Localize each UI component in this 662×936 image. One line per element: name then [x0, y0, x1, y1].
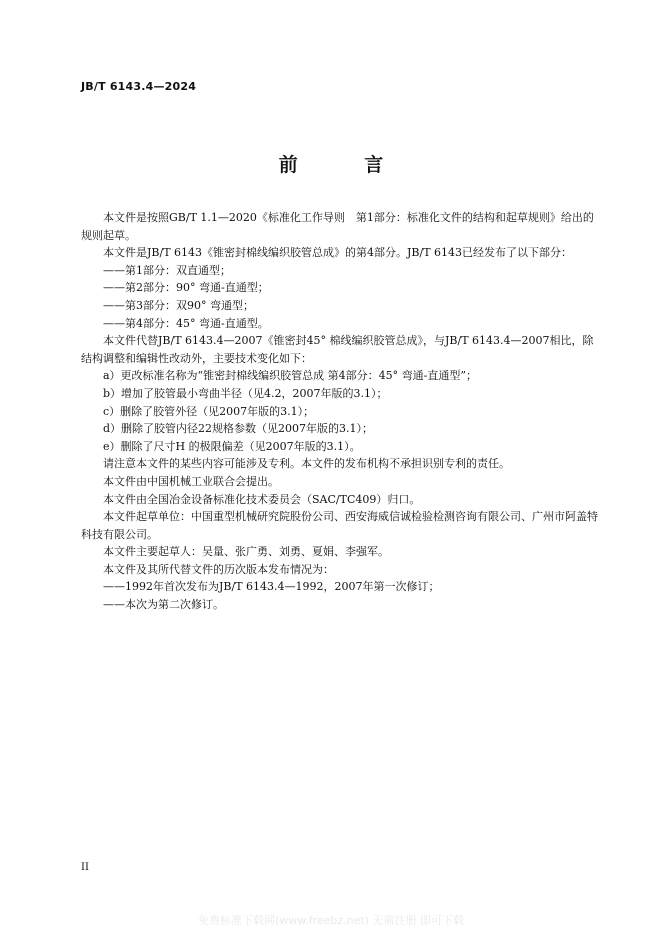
watermark: 免费标准下载网(www.freebz.net) 无需注册 即可下载	[197, 914, 465, 927]
list-item: ——第3部分：双90° 弯通型；	[103, 298, 254, 312]
change-item: c）删除了胶管外径（见2007年版的3.1）；	[103, 404, 315, 418]
paragraph: 本文件由中国机械工业联合会提出。	[103, 474, 279, 488]
paragraph: 本文件及其所代替文件的历次版本发布情况为：	[103, 562, 334, 576]
change-item: a）更改标准名称为“锥密封棉线编织胶管总成 第4部分：45° 弯通-直通型”；	[103, 369, 478, 383]
list-item: ——第4部分：45° 弯通-直通型。	[103, 316, 269, 330]
paragraph: 本文件起草单位：中国重型机械研究院股份公司、西安海威信诚检验检测咨询有限公司、广州市阿盖特科技有限公司。	[81, 510, 598, 541]
paragraph: 本文件主要起草人：吴量、张广勇、刘勇、夏娟、李强军。	[103, 545, 389, 559]
list-item: ——本次为第二次修订。	[103, 598, 224, 612]
list-item: ——第1部分：双直通型；	[103, 263, 231, 277]
page-number: II	[81, 862, 89, 873]
paragraph: 本文件由全国冶金设备标准化技术委员会（SAC/TC409）归口。	[103, 492, 421, 506]
change-item: b）增加了胶管最小弯曲半径（见4.2，2007年版的3.1）；	[103, 386, 388, 400]
list-item: ——1992年首次发布为JB/T 6143.4—1992，2007年第一次修订；	[103, 580, 440, 594]
change-item: e）删除了尺寸H 的极限偏差（见2007年版的3.1）。	[103, 439, 361, 453]
list-item: ——第2部分：90° 弯通-直通型；	[103, 281, 269, 295]
page-title: 前 言	[278, 154, 414, 176]
paragraph: 本文件是按照GB/T 1.1—2020《标准化工作导则 第1部分：标准化文件的结构和起草规则》给出的规则起草。	[81, 211, 594, 242]
paragraph: 本文件代替JB/T 6143.4—2007《锥密封45° 棉线编织胶管总成》，与JB/T 6143.4—2007相比，除结构调整和编辑性改动外，主要技术变化如下：	[81, 334, 594, 365]
paragraph: 请注意本文件的某些内容可能涉及专利。本文件的发布机构不承担识别专利的责任。	[103, 457, 510, 471]
standard-number: JB/T 6143.4—2024	[81, 80, 197, 93]
foreword-body	[81, 209, 601, 614]
change-item: d）删除了胶管内径22规格参数（见2007年版的3.1）；	[103, 422, 374, 436]
paragraph: 本文件是JB/T 6143《锥密封棉线编织胶管总成》的第4部分。JB/T 6143已经发布了以下部分：	[103, 246, 573, 260]
